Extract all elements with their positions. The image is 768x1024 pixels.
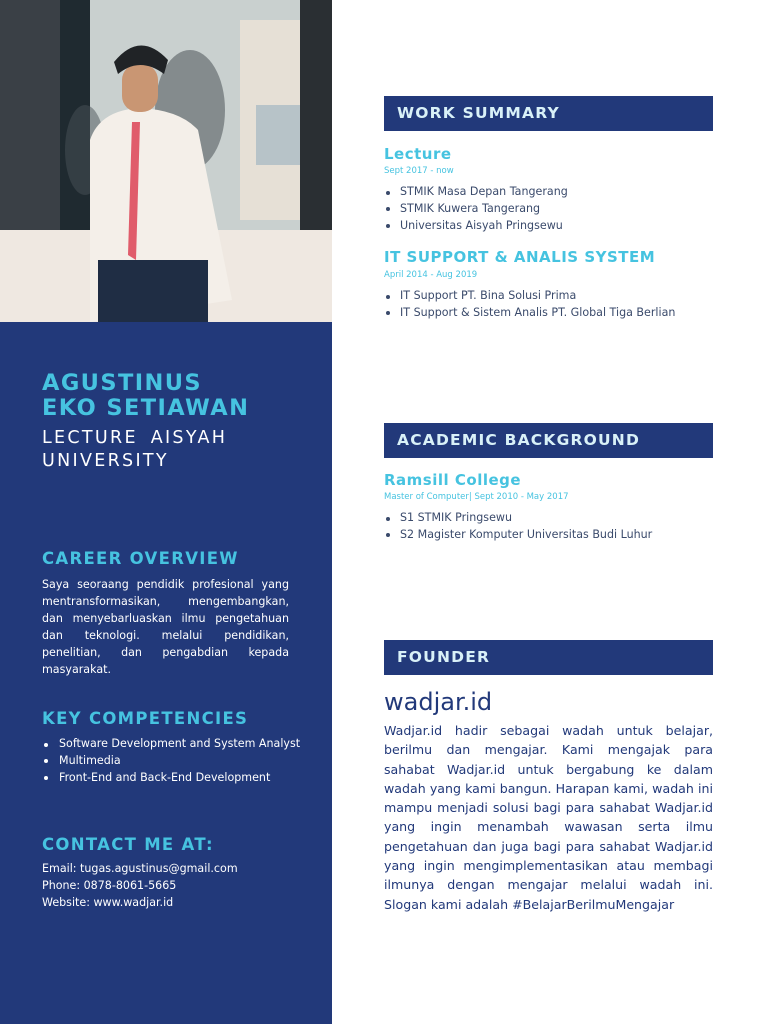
academic-list (384, 510, 730, 544)
key-competencies-heading: KEY COMPETENCIES (42, 709, 249, 728)
name-line-1: AGUSTINUS (42, 370, 202, 396)
job-dates-2: April 2014 - Aug 2019 (384, 270, 478, 280)
job-dates-1: Sept 2017 - now (384, 166, 454, 176)
list-item: Universitas Aisyah Pringsewu (400, 218, 730, 235)
founder-text: Wadjar.id hadir sebagai wadah untuk belajar, berilmu dan mengajar. Kami mengajak para sahabat Wadjar.id untuk bergabung ke dalam wadah yang kami bangun. Harapan kami, wadah ini mampu menjadi solusi bagi para sahabat Wadjar.id yang ingin menambah wawasan serta ilmu pengetahuan dan juga bagi para sahabat Wadjar.id yang ingin mengimplementasikan atau membagi ilmunya dengan mengajar melalui wadah ini. Slogan kami adalah #BelajarBerilmuMengajar (384, 723, 713, 912)
list-item: S1 STMIK Pringsewu (400, 510, 730, 527)
contact-block (42, 861, 238, 911)
career-overview-text: Saya seoraang pendidik profesional yang mentransformasikan, mengembangkan, dan menyebarluaskan ilmu pengetahuan dan teknologi. melalui pendidikan, penelitian, dan pengabdian kepada masyarakat. (42, 578, 289, 676)
list-item: IT Support & Sistem Analis PT. Global Tiga Berlian (400, 305, 730, 322)
founder-heading (384, 640, 713, 675)
school-details: Master of Computer| Sept 2010 - May 2017 (384, 492, 569, 502)
founder-label: FOUNDER (397, 648, 491, 666)
job-list-2 (384, 288, 730, 322)
list-item: S2 Magister Komputer Universitas Budi Luhur (400, 527, 730, 544)
name-line-2: EKO SETIAWAN (42, 395, 250, 421)
list-item: STMIK Kuwera Tangerang (400, 201, 730, 218)
work-summary-heading (384, 96, 713, 131)
career-overview-heading: CAREER OVERVIEW (42, 549, 239, 568)
job-title-1: Lecture (384, 145, 452, 163)
list-item: STMIK Masa Depan Tangerang (400, 184, 730, 201)
school-name: Ramsill College (384, 471, 522, 489)
competencies-list (42, 736, 309, 786)
contact-email: Email: tugas.agustinus@gmail.com (42, 862, 238, 875)
job-title-2: IT SUPPORT & ANALIS SYSTEM (384, 248, 656, 266)
academic-label: ACADEMIC BACKGROUND (397, 431, 641, 449)
profile-photo (0, 0, 332, 322)
contact-website: Website: www.wadjar.id (42, 895, 174, 909)
list-item: Software Development and System Analyst (59, 736, 309, 753)
job-list-1 (384, 184, 730, 234)
profile-name (42, 371, 249, 421)
work-summary-label: WORK SUMMARY (397, 104, 560, 122)
profile-role: LECTURE AISYAH UNIVERSITY (42, 428, 228, 471)
list-item: Front-End and Back-End Development (59, 770, 309, 787)
founder-brand: wadjar.id (384, 688, 493, 716)
list-item: Multimedia (59, 753, 309, 770)
academic-heading (384, 423, 713, 458)
contact-heading: CONTACT ME AT: (42, 835, 214, 854)
contact-phone: Phone: 0878-8061-5665 (42, 878, 177, 892)
list-item: IT Support PT. Bina Solusi Prima (400, 288, 730, 305)
